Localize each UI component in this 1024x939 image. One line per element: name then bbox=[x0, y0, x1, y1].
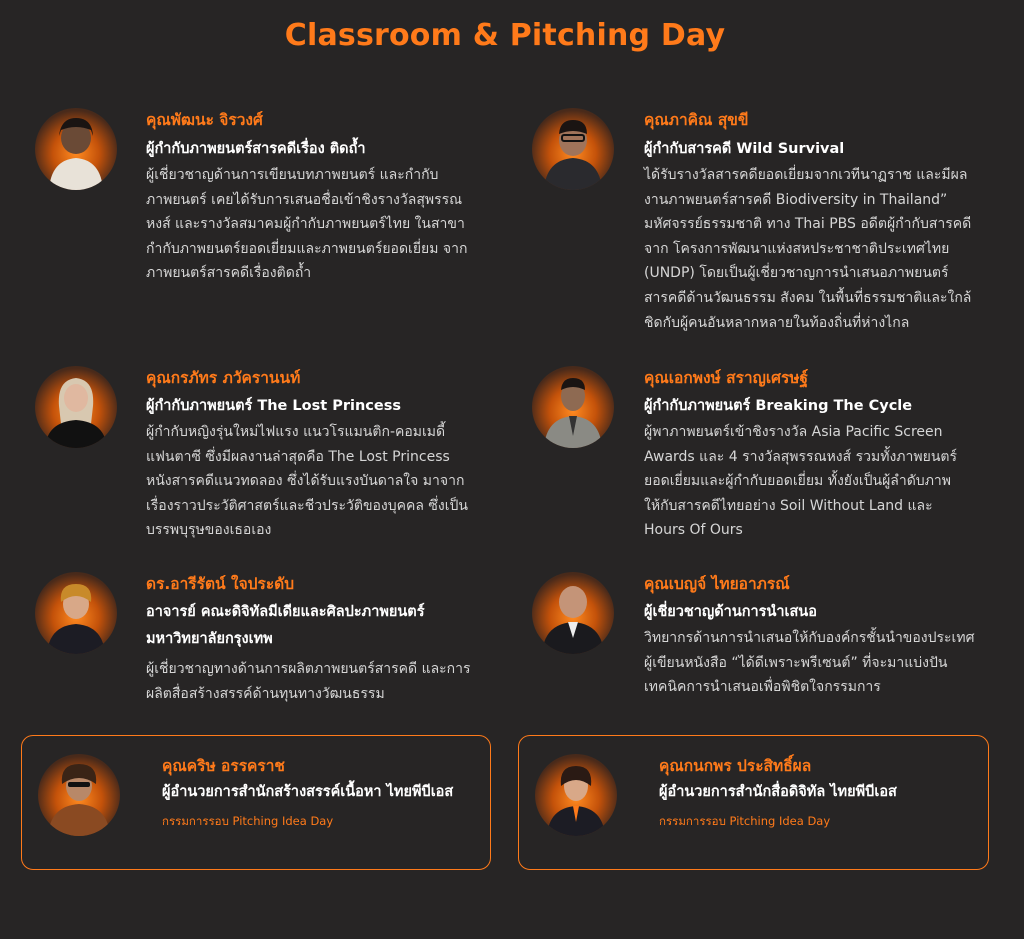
desc-line: สารคดีด้านวัฒนธรรม สังคม ในพื้นที่ธรรมชาติและใกล้ bbox=[644, 289, 972, 306]
avatar bbox=[532, 572, 614, 654]
judge-note: กรรมการรอบ Pitching Idea Day bbox=[162, 814, 334, 828]
speaker-desc bbox=[146, 420, 468, 543]
desc-line: ภาพยนตร์ เคยได้รับการเสนอชื่อเข้าชิงรางวัลสุพรรณ bbox=[146, 191, 463, 208]
speaker-name: ดร.อารีรัตน์ ใจประดับ bbox=[146, 575, 295, 593]
desc-line: บรรพบุรุษของเธอเอง bbox=[146, 522, 272, 539]
speaker-name: คุณเอกพงษ์ สราญเศรษฐ์ bbox=[644, 369, 809, 387]
speaker-name: คุณภาคิณ สุขขี bbox=[644, 111, 749, 129]
speaker-name: คุณกรภัทร ภวัครานนท์ bbox=[146, 369, 301, 387]
avatar bbox=[35, 108, 117, 190]
judge-role: ผู้อำนวยการสำนักสื่อดิจิทัล ไทยพีบีเอส bbox=[659, 784, 897, 800]
desc-line: ผู้เชี่ยวชาญด้านการเขียนบทภาพยนตร์ และกำกับ bbox=[146, 167, 439, 183]
speaker-desc bbox=[644, 626, 974, 700]
avatar bbox=[35, 572, 117, 654]
desc-line: ผู้เขียนหนังสือ “ได้ดีเพราะพรีเซนต์” ที่จะมาแบ่งปัน bbox=[644, 654, 948, 671]
speaker-role: ผู้กำกับภาพยนตร์สารคดีเรื่อง ติดถ้ำ bbox=[146, 141, 366, 157]
speaker-desc bbox=[146, 163, 467, 286]
avatar bbox=[532, 366, 614, 448]
desc-line: กำกับภาพยนตร์ยอดเยี่ยมและภาพยนตร์ยอดเยี่ยม จาก bbox=[146, 240, 468, 257]
speaker-name: คุณเบญจ์ ไทยอาภรณ์ bbox=[644, 575, 790, 593]
speaker-role: ผู้กำกับภาพยนตร์ The Lost Princess bbox=[146, 398, 401, 414]
judge-role: ผู้อำนวยการสำนักสร้างสรรค์เนื้อหา ไทยพีบีเอส bbox=[162, 784, 454, 800]
desc-line: จาก โครงการพัฒนาแห่งสหประชาชาติประเทศไทย bbox=[644, 240, 950, 257]
speaker-role: ผู้เชี่ยวชาญด้านการนำเสนอ bbox=[644, 604, 817, 620]
avatar bbox=[535, 754, 617, 836]
judge-card bbox=[518, 735, 989, 870]
speaker-role-line-2: มหาวิทยาลัยกรุงเทพ bbox=[146, 631, 273, 647]
desc-line: ผู้กำกับหญิงรุ่นใหม่ไฟแรง แนวโรแมนติก-คอมเมดี้ bbox=[146, 424, 446, 440]
desc-line: ชิดกับผู้คนอันหลากหลายในท้องถิ่นที่ห่างไกล bbox=[644, 314, 910, 331]
desc-line: ผู้พาภาพยนตร์เข้าชิงรางวัล Asia Pacific Screen bbox=[644, 424, 943, 440]
desc-line: หนังสารคดีแนวทดลอง ซึ่งได้รับแรงบันดาลใจ มาจาก bbox=[146, 473, 465, 490]
avatar bbox=[35, 366, 117, 448]
desc-line: แฟนตาซี ซึ่งมีผลงานล่าสุดคือ The Lost Princess bbox=[146, 448, 450, 465]
desc-line: เทคนิคการนำเสนอเพื่อพิชิตใจกรรมการ bbox=[644, 679, 881, 696]
desc-line: ภาพยนตร์สารคดีเรื่องติดถ้ำ bbox=[146, 265, 312, 282]
speaker-desc bbox=[644, 420, 957, 543]
desc-line: ให้กับสารคดีไทยอย่าง Soil Without Land และ bbox=[644, 497, 933, 514]
desc-line: (UNDP) โดยเป็นผู้เชี่ยวชาญการนำเสนอภาพยนตร์ bbox=[644, 265, 949, 282]
desc-line: ผู้เชี่ยวชาญทางด้านการผลิตภาพยนตร์สารคดี และการ bbox=[146, 661, 471, 677]
desc-line: หงส์ และรางวัลสมาคมผู้กำกับภาพยนตร์ไทย ในสาขา bbox=[146, 216, 465, 233]
desc-line: Hours Of Ours bbox=[644, 522, 743, 539]
speaker-role: ผู้กำกับภาพยนตร์ Breaking The Cycle bbox=[644, 398, 913, 414]
desc-line: งานภาพยนตร์สารคดี Biodiversity in Thailand” bbox=[644, 191, 948, 208]
judge-note: กรรมการรอบ Pitching Idea Day bbox=[659, 814, 831, 828]
speaker-desc bbox=[644, 163, 971, 335]
speaker-role: ผู้กำกับสารคดี Wild Survival bbox=[644, 141, 845, 157]
desc-line: มหัศจรรย์ธรรมชาติ ทาง Thai PBS อดีตผู้กำกับสารคดี bbox=[644, 216, 972, 233]
page-title: Classroom & Pitching Day bbox=[284, 18, 726, 53]
desc-line: Awards และ 4 รางวัลสุพรรณหงส์ รวมทั้งภาพยนตร์ bbox=[644, 448, 958, 465]
avatar bbox=[38, 754, 120, 836]
judge-name: คุณกนกพร ประสิทธิ์ผล bbox=[659, 757, 812, 775]
avatar bbox=[532, 108, 614, 190]
speaker-name: คุณพัฒนะ จิรวงศ์ bbox=[146, 111, 263, 129]
judge-card bbox=[21, 735, 491, 870]
speaker-role: อาจารย์ คณะดิจิทัลมีเดียและศิลปะภาพยนตร์ bbox=[146, 604, 425, 620]
desc-line: ผลิตสื่อสร้างสรรค์ด้านทุนทางวัฒนธรรม bbox=[146, 685, 385, 702]
desc-line: ได้รับรางวัลสารคดียอดเยี่ยมจากเวทีนาฏราช และมีผล bbox=[644, 167, 968, 183]
desc-line: วิทยากรด้านการนำเสนอให้กับองค์กรชั้นนำของประเทศ bbox=[644, 630, 975, 646]
desc-line: เรื่องราวประวัติศาสตร์และชีวประวัติของบุคคล ซึ่งเป็น bbox=[146, 497, 468, 514]
judge-name: คุณคริษ อรรคราช bbox=[162, 757, 285, 775]
desc-line: ยอดเยี่ยมและผู้กำกับยอดเยี่ยม ทั้งยังเป็นผู้ลำดับภาพ bbox=[644, 473, 952, 490]
speaker-desc bbox=[146, 657, 471, 706]
